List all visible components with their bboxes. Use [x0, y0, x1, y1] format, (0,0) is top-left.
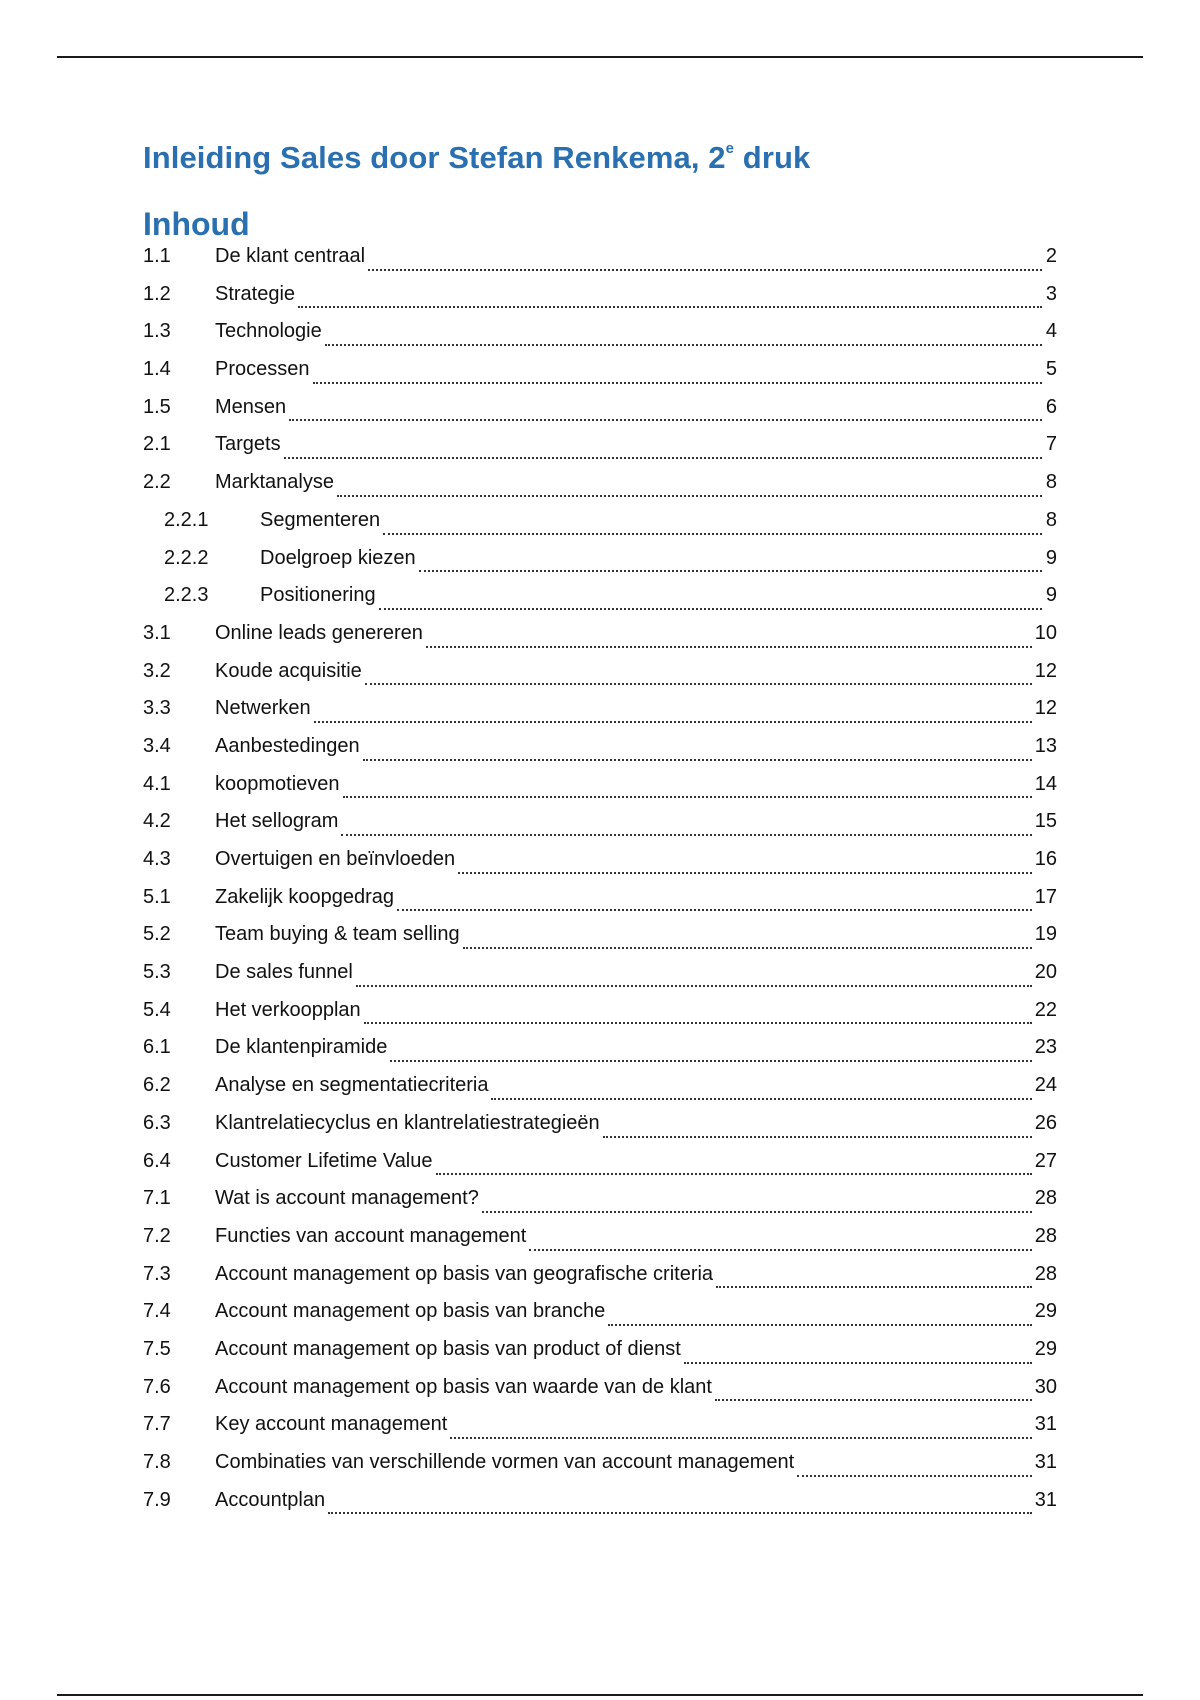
toc-entry-page-number: 4: [1045, 320, 1057, 343]
toc-entry-title: Functies van account management: [215, 1224, 527, 1247]
toc-entry-number: 3.1: [143, 621, 171, 644]
toc-entry-number: 3.4: [143, 734, 171, 757]
toc-entry[interactable]: [143, 921, 1057, 959]
toc-entry-page-number: 26: [1034, 1111, 1057, 1134]
toc-entry-page-number: 23: [1034, 1036, 1057, 1059]
toc-entry-page-number: 22: [1034, 998, 1057, 1021]
toc-entry-page-number: 2: [1045, 245, 1057, 267]
toc-entry-number: 1.2: [143, 282, 171, 305]
toc-entry-page-number: 28: [1034, 1224, 1057, 1247]
toc-entry-page-number: 3: [1045, 282, 1057, 305]
toc-dot-leader: [383, 533, 1042, 535]
toc-heading: Inhoud: [143, 206, 250, 242]
toc-entry[interactable]: [143, 394, 1057, 432]
toc-entry-title: Accountplan: [215, 1488, 326, 1511]
toc-entry-number: 7.1: [143, 1187, 171, 1210]
toc-dot-leader: [797, 1475, 1032, 1477]
toc-entry[interactable]: [143, 507, 1057, 545]
toc-dot-leader: [491, 1098, 1031, 1100]
document-title-superscript: e: [725, 139, 735, 157]
toc-entry-title: De sales funnel: [215, 961, 353, 984]
toc-dot-leader: [603, 1136, 1032, 1138]
toc-dot-leader: [450, 1437, 1031, 1439]
toc-entry-title: Account management op basis van waarde van de klant: [215, 1375, 712, 1398]
document-title: [143, 140, 810, 176]
toc-entry-title: De klant centraal: [215, 245, 366, 267]
table-of-contents: [143, 243, 1057, 1524]
toc-entry-title: Customer Lifetime Value: [215, 1149, 433, 1172]
toc-entry-number: 5.1: [143, 885, 171, 908]
toc-entry[interactable]: [143, 1449, 1057, 1487]
toc-entry-number: 1.1: [143, 245, 171, 267]
toc-entry-page-number: 14: [1034, 772, 1057, 795]
toc-dot-leader: [289, 419, 1042, 421]
toc-entry[interactable]: [143, 771, 1057, 809]
toc-entry[interactable]: [143, 658, 1057, 696]
toc-entry-page-number: 29: [1034, 1300, 1057, 1323]
toc-entry-title: Team buying & team selling: [215, 923, 460, 946]
toc-entry-page-number: 30: [1034, 1375, 1057, 1398]
header-rule: [57, 56, 1143, 58]
toc-entry-page-number: 12: [1034, 697, 1057, 720]
toc-dot-leader: [426, 646, 1032, 648]
toc-dot-leader: [368, 269, 1042, 271]
toc-entry-number: 7.9: [143, 1488, 171, 1511]
toc-entry[interactable]: [143, 959, 1057, 997]
toc-entry-number: 4.2: [143, 810, 171, 833]
toc-entry-number: 5.2: [143, 923, 171, 946]
toc-dot-leader: [363, 759, 1032, 761]
toc-entry[interactable]: [143, 545, 1057, 583]
toc-entry-page-number: 31: [1034, 1488, 1057, 1511]
toc-entry[interactable]: [143, 808, 1057, 846]
toc-entry-number: 4.3: [143, 848, 171, 870]
toc-entry[interactable]: [143, 884, 1057, 922]
toc-entry-title: Account management op basis van product of dienst: [215, 1337, 681, 1360]
toc-entry-title: Het verkoopplan: [215, 998, 361, 1021]
toc-dot-leader: [397, 909, 1032, 911]
toc-entry-title: Processen: [215, 358, 310, 381]
toc-entry-title: Wat is account management?: [215, 1187, 479, 1210]
toc-entry[interactable]: [143, 846, 1057, 884]
toc-entry[interactable]: [143, 997, 1057, 1035]
toc-entry-page-number: 9: [1045, 584, 1057, 607]
toc-entry[interactable]: [143, 1298, 1057, 1336]
toc-dot-leader: [337, 495, 1042, 497]
toc-entry-number: 6.2: [143, 1074, 171, 1097]
toc-entry-page-number: 12: [1034, 659, 1057, 682]
toc-dot-leader: [356, 985, 1032, 987]
toc-entry-number: 7.8: [143, 1451, 171, 1473]
toc-dot-leader: [684, 1362, 1032, 1364]
toc-dot-leader: [529, 1249, 1031, 1251]
toc-entry[interactable]: [143, 1185, 1057, 1223]
toc-entry-number: 7.7: [143, 1413, 171, 1436]
toc-dot-leader: [364, 1022, 1032, 1024]
toc-entry-number: 2.2: [143, 471, 171, 494]
toc-entry-number: 1.5: [143, 395, 171, 418]
toc-entry[interactable]: [143, 243, 1057, 281]
toc-entry-number: 5.4: [143, 998, 171, 1021]
toc-entry-page-number: 16: [1034, 848, 1057, 870]
toc-entry-title: Mensen: [215, 395, 287, 418]
toc-entry-number: 7.3: [143, 1262, 171, 1285]
toc-dot-leader: [458, 872, 1032, 874]
toc-entry[interactable]: [143, 1487, 1057, 1525]
toc-entry-title: Targets: [215, 433, 281, 456]
toc-entry-page-number: 5: [1045, 358, 1057, 381]
toc-entry-number: 4.1: [143, 772, 171, 795]
toc-entry-number: 3.3: [143, 697, 171, 720]
toc-dot-leader: [325, 344, 1042, 346]
toc-entry-title: Doelgroep kiezen: [260, 546, 416, 569]
toc-entry-title: Combinaties van verschillende vormen van account management: [215, 1451, 795, 1473]
toc-dot-leader: [419, 570, 1042, 572]
toc-entry-page-number: 8: [1045, 508, 1057, 531]
toc-entry[interactable]: [143, 582, 1057, 620]
toc-entry-number: 1.3: [143, 320, 171, 343]
toc-entry-number: 2.1: [143, 433, 171, 456]
toc-dot-leader: [715, 1399, 1032, 1401]
toc-entry-number: 7.6: [143, 1375, 171, 1398]
toc-entry-number: 3.2: [143, 659, 171, 682]
document-title-tail: druk: [734, 140, 811, 175]
toc-entry-page-number: 31: [1034, 1451, 1057, 1473]
toc-entry-title: Zakelijk koopgedrag: [215, 885, 394, 908]
toc-entry-title: Online leads genereren: [215, 621, 423, 644]
toc-dot-leader: [482, 1211, 1032, 1213]
toc-entry-number: 6.3: [143, 1111, 171, 1134]
toc-entry[interactable]: [143, 469, 1057, 507]
toc-dot-leader: [390, 1060, 1031, 1062]
toc-entry-title: Segmenteren: [260, 508, 381, 531]
toc-entry-page-number: 15: [1034, 810, 1057, 833]
toc-entry[interactable]: [143, 1336, 1057, 1374]
toc-entry-title: koopmotieven: [215, 772, 340, 795]
toc-entry-number: 2.2.1: [164, 508, 209, 531]
toc-dot-leader: [436, 1173, 1032, 1175]
toc-entry-number: 1.4: [143, 358, 171, 381]
toc-entry[interactable]: [143, 281, 1057, 319]
toc-entry-page-number: 24: [1034, 1074, 1057, 1097]
toc-entry-number: 6.4: [143, 1149, 171, 1172]
toc-entry[interactable]: [143, 1261, 1057, 1299]
toc-entry[interactable]: [143, 1072, 1057, 1110]
toc-dot-leader: [298, 306, 1042, 308]
toc-entry-title: Netwerken: [215, 697, 311, 720]
toc-entry-title: Het sellogram: [215, 810, 339, 833]
toc-entry[interactable]: [143, 733, 1057, 771]
toc-entry-number: 2.2.3: [164, 584, 209, 607]
toc-entry-title: Technologie: [215, 320, 322, 343]
toc-dot-leader: [365, 683, 1032, 685]
toc-entry-page-number: 6: [1045, 395, 1057, 418]
toc-entry[interactable]: [143, 620, 1057, 658]
toc-entry-page-number: 10: [1034, 621, 1057, 644]
toc-entry-page-number: 27: [1034, 1149, 1057, 1172]
toc-dot-leader: [463, 947, 1032, 949]
toc-entry-title: Overtuigen en beïnvloeden: [215, 848, 456, 870]
toc-dot-leader: [716, 1286, 1032, 1288]
toc-entry-title: Account management op basis van geografische criteria: [215, 1262, 714, 1285]
toc-entry-page-number: 28: [1034, 1262, 1057, 1285]
toc-entry-title: Aanbestedingen: [215, 734, 360, 757]
toc-entry-page-number: 28: [1034, 1187, 1057, 1210]
toc-entry-page-number: 29: [1034, 1337, 1057, 1360]
footer-rule: [57, 1694, 1143, 1696]
toc-entry-title: Analyse en segmentatiecriteria: [215, 1074, 489, 1097]
toc-entry-title: Account management op basis van branche: [215, 1300, 606, 1323]
toc-entry-title: De klantenpiramide: [215, 1036, 388, 1059]
toc-entry-title: Klantrelatiecyclus en klantrelatiestrategieën: [215, 1111, 600, 1134]
toc-entry-title: Strategie: [215, 282, 296, 305]
toc-entry-number: 2.2.2: [164, 546, 209, 569]
toc-entry-page-number: 17: [1034, 885, 1057, 908]
toc-entry-page-number: 20: [1034, 961, 1057, 984]
toc-dot-leader: [343, 796, 1032, 798]
document-title-main: Inleiding Sales door Stefan Renkema, 2: [143, 140, 726, 175]
toc-entry[interactable]: [143, 1148, 1057, 1186]
toc-entry[interactable]: [143, 1411, 1057, 1449]
toc-entry[interactable]: [143, 1034, 1057, 1072]
toc-dot-leader: [608, 1324, 1032, 1326]
toc-entry[interactable]: [143, 431, 1057, 469]
toc-entry[interactable]: [143, 1374, 1057, 1412]
toc-entry[interactable]: [143, 318, 1057, 356]
toc-entry-title: Positionering: [260, 584, 376, 607]
toc-entry-number: 6.1: [143, 1036, 171, 1059]
toc-entry-title: Key account management: [215, 1413, 448, 1436]
toc-dot-leader: [313, 382, 1043, 384]
toc-entry-page-number: 7: [1045, 433, 1057, 456]
toc-dot-leader: [314, 721, 1032, 723]
toc-entry-page-number: 31: [1034, 1413, 1057, 1436]
toc-entry[interactable]: [143, 356, 1057, 394]
toc-entry[interactable]: [143, 695, 1057, 733]
toc-entry-page-number: 19: [1034, 923, 1057, 946]
toc-entry-title: Koude acquisitie: [215, 659, 362, 682]
toc-entry[interactable]: [143, 1223, 1057, 1261]
toc-entry-page-number: 8: [1045, 471, 1057, 494]
toc-entry-page-number: 13: [1034, 734, 1057, 757]
toc-entry-number: 5.3: [143, 961, 171, 984]
toc-entry-page-number: 9: [1045, 546, 1057, 569]
toc-entry-number: 7.4: [143, 1300, 171, 1323]
toc-entry-number: 7.5: [143, 1337, 171, 1360]
toc-dot-leader: [341, 834, 1031, 836]
toc-dot-leader: [379, 608, 1042, 610]
toc-entry-number: 7.2: [143, 1224, 171, 1247]
toc-entry-title: Marktanalyse: [215, 471, 334, 494]
toc-dot-leader: [284, 457, 1042, 459]
toc-entry[interactable]: [143, 1110, 1057, 1148]
toc-dot-leader: [328, 1512, 1032, 1514]
